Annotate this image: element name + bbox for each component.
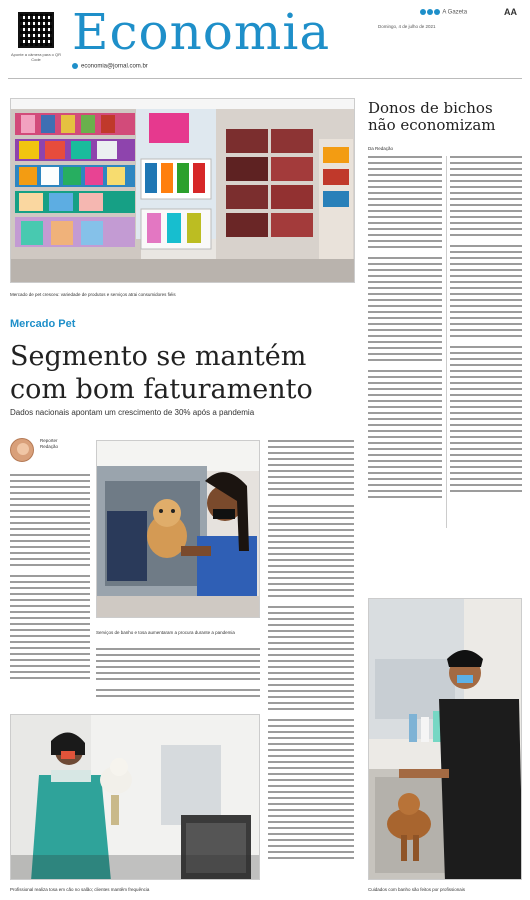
- mid-photo: [96, 440, 260, 618]
- brand-name: A Gazeta: [442, 9, 468, 16]
- mid-photo-caption: Serviços de banho e tosa aumentaram a procura durante a pandemia: [96, 630, 235, 635]
- byline-name: Reporter: [40, 438, 58, 443]
- section-link[interactable]: [72, 63, 148, 70]
- woman-with-dog-image: [97, 441, 260, 618]
- globe-icon: [72, 63, 78, 69]
- qr-caption: Aponte a câmera para o QR Code: [10, 52, 62, 62]
- byline: [40, 438, 58, 450]
- dog-bath-image: [369, 599, 522, 880]
- qr-code: [18, 12, 54, 48]
- bottom-left-photo-caption: Profissional realiza tosa em cão no salão; clientes mantêm frequência: [10, 887, 150, 892]
- bottom-left-photo: [10, 714, 260, 880]
- article-column-3: [268, 440, 354, 892]
- article-column-1: [10, 474, 90, 706]
- article-mid-text: [96, 648, 260, 704]
- bottom-right-photo: [368, 598, 522, 880]
- date-line: Domingo, 4 de julho de 2021: [378, 24, 436, 29]
- page-number: AA: [504, 7, 517, 17]
- article-subhead: Dados nacionais apontam um crescimento de 30% após a pandemia: [10, 408, 255, 417]
- brand-dot-icon: [427, 9, 433, 15]
- bottom-right-photo-caption: Cuidados com banho são feitos por profissionais: [368, 887, 466, 892]
- section-title: Economia: [72, 3, 331, 61]
- byline-role: Redação: [40, 444, 59, 449]
- sidebar-subtitle: Da Redação: [368, 146, 394, 151]
- sidebar-column-1: [368, 156, 442, 528]
- brand-dot-icon: [434, 9, 440, 15]
- top-photo: [10, 98, 355, 283]
- author-avatar: [10, 438, 34, 462]
- article-headline: Segmento se mantém com bom faturamento: [10, 341, 313, 405]
- header-divider: [8, 78, 522, 79]
- section-link-text: economia@jornal.com.br: [81, 63, 148, 70]
- pet-shop-shelves-image: [11, 99, 355, 283]
- sidebar-title: Donos de bichos não economizam: [368, 99, 496, 134]
- article-kicker: Mercado Pet: [10, 318, 76, 330]
- sidebar-column-2: [450, 156, 522, 528]
- brand: [420, 9, 467, 16]
- sidebar-column-divider: [446, 156, 447, 528]
- grooming-image: [11, 715, 260, 880]
- brand-dot-icon: [420, 9, 426, 15]
- top-photo-caption: Mercado de pet cresceu: variedade de produtos e serviços atrai consumidores fiéis: [10, 292, 176, 297]
